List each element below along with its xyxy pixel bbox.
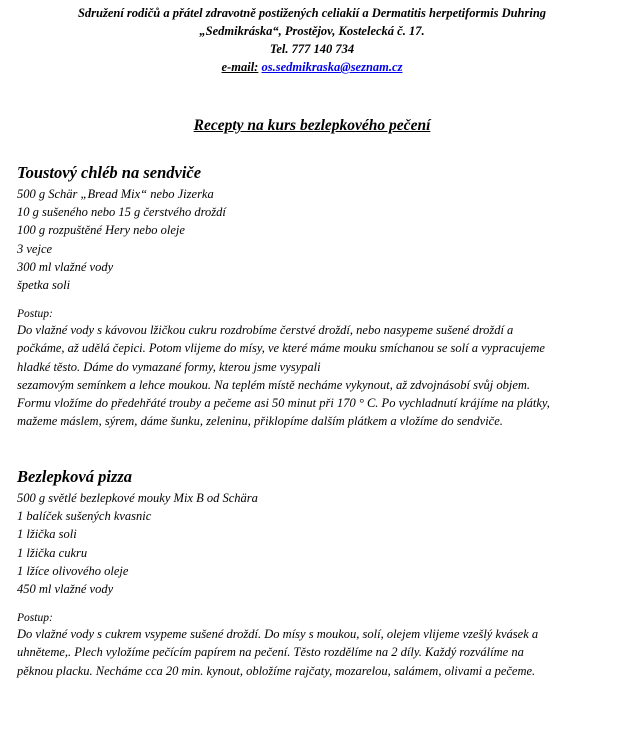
procedure-line: sezamovým semínkem a lehce moukou. Na teplém místě necháme vykynout, až zdvojnásobí svůj objem.: [17, 377, 531, 392]
procedure-line: Do vlažné vody s kávovou lžičkou cukru rozdrobíme čerstvé droždí, nebo nasypeme sušené droždí a: [17, 323, 514, 338]
ingredient-item: 100 g rozpuštěné Hery nebo oleje: [17, 223, 185, 238]
procedure-line: hladké těsto. Dáme do vymazané formy, kterou jsme vysypali: [17, 359, 321, 374]
email-link[interactable]: os.sedmikraska@seznam.cz: [261, 60, 403, 74]
organization-email-line: [0, 58, 624, 76]
ingredient-item: 1 lžíce olivového oleje: [17, 563, 129, 578]
ingredient-list: [17, 489, 617, 598]
recipe-pizza: [17, 467, 617, 680]
ingredient-item: 300 ml vlažné vody: [17, 259, 114, 274]
ingredient-item: 1 lžička soli: [17, 527, 77, 542]
organization-address: „Sedmikráska“, Prostějov, Kostelecká č. 17.: [199, 24, 425, 38]
ingredient-item: 3 vejce: [17, 241, 53, 256]
email-label: e-mail:: [221, 60, 259, 74]
ingredient-list: [17, 185, 617, 294]
ingredient-item: 10 g sušeného nebo 15 g čerstvého droždí: [17, 205, 226, 220]
procedure-text: [17, 321, 617, 430]
procedure-line: pěknou placku. Necháme cca 20 min. kynout, obložíme rajčaty, mozarelou, salámem, olivami a pečeme.: [17, 663, 536, 678]
ingredient-item: 500 g Schär „Bread Mix“ nebo Jizerka: [17, 187, 214, 201]
procedure-line: Formu vložíme do předehřáté trouby a pečeme asi 50 minut při 170 ° C. Po vychladnutí krájíme na plátky,: [17, 396, 550, 411]
procedure-label: Postup:: [17, 308, 53, 321]
procedure-line: Do vlažné vody s cukrem vsypeme sušené droždí. Do mísy s moukou, solí, olejem vlijeme vzešlý kvásek a: [17, 627, 539, 642]
ingredient-item: 1 lžička cukru: [17, 545, 88, 560]
procedure-line: počkáme, až udělá čepici. Potom vlijeme do mísy, ve které máme mouku smíchanou se solí a vypracujeme: [17, 341, 545, 356]
ingredient-item: 500 g světlé bezlepkové mouky Mix B od Schära: [17, 491, 258, 505]
procedure-text: [17, 625, 617, 680]
organization-phone: Tel. 777 140 734: [269, 42, 355, 56]
procedure-line: mažeme máslem, sýrem, dáme šunku, zeleninu, přiklopíme dalším plátkem a vložíme do sendviče.: [17, 414, 503, 429]
procedure-label: Postup:: [17, 612, 53, 625]
ingredient-item: 450 ml vlažné vody: [17, 582, 114, 597]
ingredient-item: špetka soli: [17, 278, 71, 293]
organization-name: Sdružení rodičů a přátel zdravotně postižených celiakií a Dermatitis herpetiformis Duhring: [77, 6, 547, 20]
procedure-line: uhněteme,. Plech vyložíme pečícím papírem na pečení. Těsto rozdělíme na 2 díly. Každý rozválíme na: [17, 645, 524, 660]
ingredient-item: 1 balíček sušených kvasnic: [17, 509, 152, 524]
recipe-title: Toustový chléb na sendviče: [17, 163, 202, 182]
document-title: Recepty na kurs bezlepkového pečení: [193, 117, 431, 134]
organization-header: [0, 4, 624, 76]
recipe-title: Bezlepková pizza: [17, 467, 133, 486]
recipe-toast-bread: [17, 163, 617, 430]
